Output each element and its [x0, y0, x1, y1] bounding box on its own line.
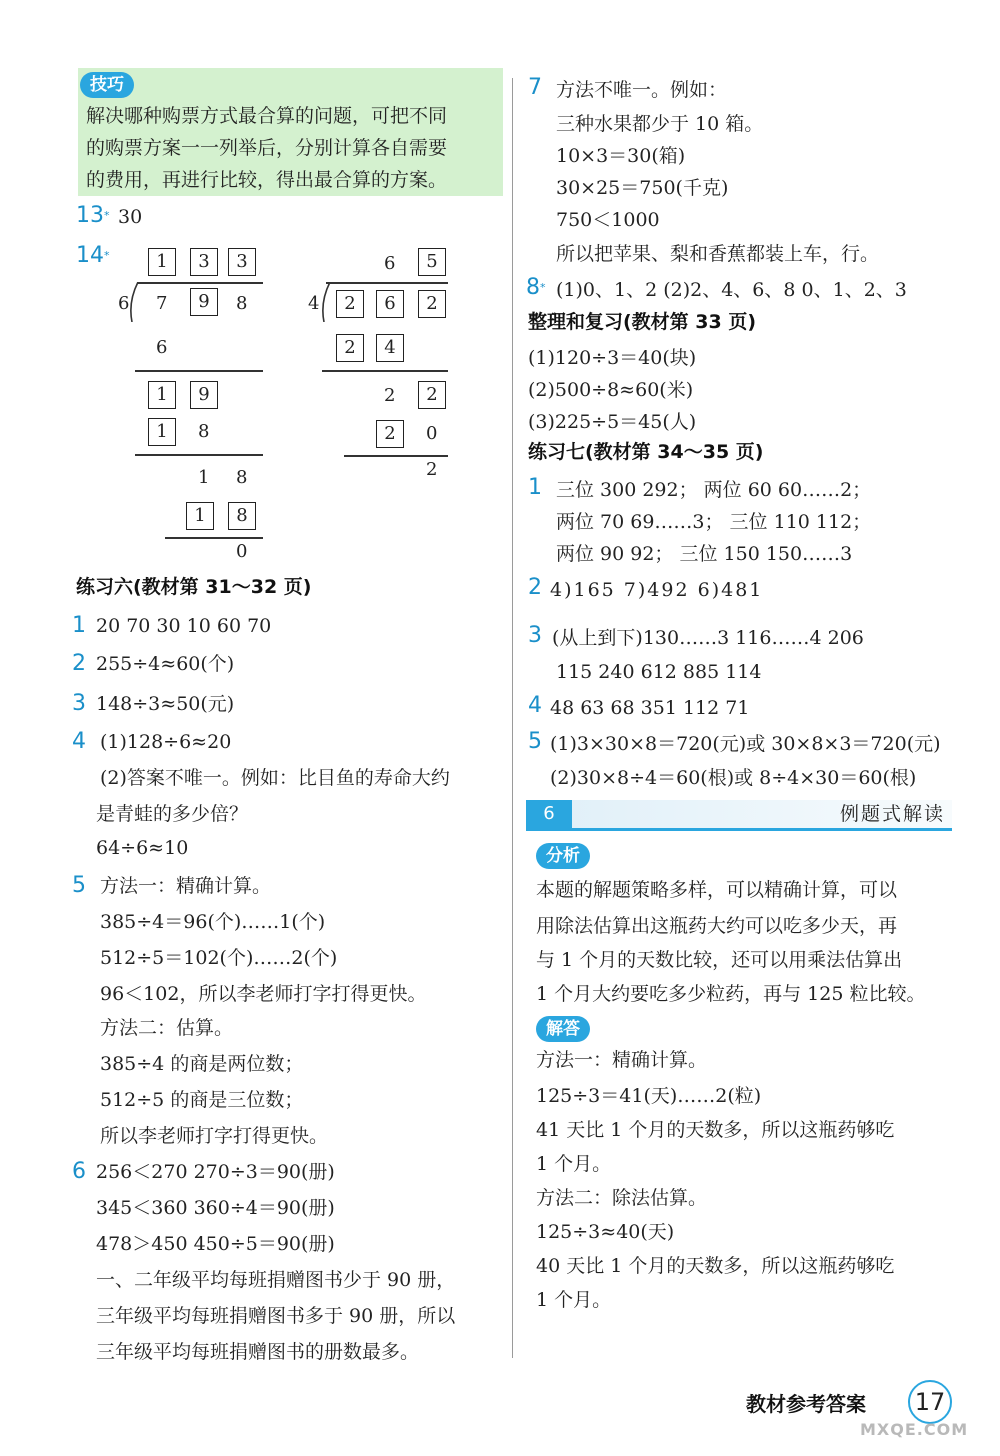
answer-line: 方法不唯一。例如：	[556, 79, 728, 101]
step-digit: 0	[426, 423, 438, 444]
tip-line: 的购票方案一一列举后，分别计算各自需要	[86, 137, 448, 159]
analysis-line: 用除法估算出这瓶药大约可以吃多少天，再	[536, 915, 898, 937]
item-number: 7	[528, 75, 542, 100]
item-number: 4	[72, 729, 86, 754]
dividend-digit: 8	[236, 293, 248, 314]
column-divider	[512, 78, 513, 1358]
step-box: 2	[336, 334, 364, 362]
quotient-box: 3	[190, 248, 218, 276]
answer-line: (2)500÷8≈60(米)	[528, 379, 694, 401]
item-number: 6	[72, 1159, 86, 1184]
answer-line: 三种水果都少于 10 箱。	[556, 113, 764, 135]
answer-line: 一、二年级平均每班捐赠图书少于 90 册，	[96, 1269, 456, 1291]
answer-line: 345＜360 360÷4＝90(册)	[96, 1197, 335, 1219]
answer-line: (1)3×30×8＝720(元)或 30×8×3＝720(元)	[550, 733, 941, 755]
answer-line: 两位 70 69……3； 三位 110 112；	[556, 511, 872, 533]
example-number: 6	[526, 800, 572, 828]
step-box: 8	[228, 502, 256, 530]
dividend-digit: 7	[156, 293, 168, 314]
step-box: 2	[418, 381, 446, 409]
quotient-digit: 6	[384, 253, 396, 274]
tip-line: 解决哪种购票方式最合算的问题，可把不同	[86, 105, 448, 127]
example-label: 例题式解读	[840, 803, 946, 825]
remainder: 0	[236, 541, 248, 562]
divisor: 6	[118, 293, 130, 314]
answer-line: 三年级平均每班捐赠图书的册数最多。	[96, 1341, 420, 1363]
answer-line: 30×25＝750(千克)	[556, 177, 729, 199]
answer-line: (1)128÷6≈20	[100, 731, 232, 753]
watermark: MXQE.COM	[860, 1420, 969, 1439]
answer-line: 三年级平均每班捐赠图书多于 90 册，所以	[96, 1305, 456, 1327]
answer-line: 256＜270 270÷3＝90(册)	[96, 1161, 335, 1183]
item-number: 3	[528, 623, 542, 648]
answer-line: 64÷6≈10	[96, 837, 189, 859]
q14-number: 14*	[76, 243, 110, 268]
answer-line: 148÷3≈50(元)	[96, 693, 235, 715]
step-box: 4	[376, 334, 404, 362]
item-number: 1	[72, 613, 86, 638]
answer-line: 96＜102，所以李老师打字打得更快。	[100, 983, 427, 1005]
answer-line: (从上到下)130……3 116……4 206	[552, 627, 864, 649]
answer-line: 512÷5 的商是三位数；	[100, 1089, 304, 1111]
item-number: 5	[72, 873, 86, 898]
step-box: 2	[376, 420, 404, 448]
section-title: 练习六(教材第 31～32 页)	[76, 576, 312, 598]
dividend-box: 2	[418, 290, 446, 318]
tip-badge: 技巧	[80, 72, 134, 98]
item-number: 2	[528, 575, 542, 600]
item-number: 8*	[526, 275, 546, 300]
page-number: 17	[908, 1380, 952, 1424]
step-digit: 1	[198, 467, 210, 488]
analysis-line: 与 1 个月的天数比较，还可以用乘法估算出	[536, 949, 903, 971]
step-digit: 2	[384, 385, 396, 406]
answer-line: 478＞450 450÷5＝90(册)	[96, 1233, 335, 1255]
q13-answer: 30	[118, 206, 143, 228]
dividend-box: 2	[336, 290, 364, 318]
answer-line: 385÷4＝96(个)……1(个)	[100, 911, 326, 933]
answer-line: 20 70 30 10 60 70	[96, 615, 272, 637]
answer-line: 512÷5＝102(个)……2(个)	[100, 947, 338, 969]
answer-line: 所以李老师打字打得更快。	[100, 1125, 329, 1147]
answer-line: (2)30×8÷4＝60(根)或 8÷4×30＝60(根)	[550, 767, 917, 789]
tip-line: 的费用，再进行比较，得出最合算的方案。	[86, 169, 448, 191]
answer-badge: 解答	[536, 1016, 590, 1042]
solution-line: 40 天比 1 个月的天数多，所以这瓶药够吃	[536, 1255, 895, 1277]
quotient-box: 5	[418, 248, 446, 276]
answer-line: 方法二：估算。	[100, 1017, 234, 1039]
solution-line: 41 天比 1 个月的天数多，所以这瓶药够吃	[536, 1119, 895, 1141]
answer-line: 4)165 7)492 6)481	[550, 579, 764, 601]
step-digit: 8	[198, 421, 210, 442]
section-title: 练习七(教材第 34～35 页)	[528, 441, 764, 463]
solution-line: 125÷3≈40(天)	[536, 1221, 675, 1243]
division-bracket	[320, 282, 334, 322]
solution-line: 1 个月。	[536, 1153, 612, 1175]
divisor: 4	[308, 293, 320, 314]
remainder: 2	[426, 459, 438, 480]
analysis-line: 1 个月大约要吃多少粒药，再与 125 粒比较。	[536, 983, 926, 1005]
answer-line: (1)120÷3＝40(块)	[528, 347, 697, 369]
analysis-line: 本题的解题策略多样，可以精确计算，可以	[536, 879, 898, 901]
quotient-box: 1	[148, 248, 176, 276]
answer-line: 方法一：精确计算。	[100, 875, 272, 897]
item-number: 5	[528, 729, 542, 754]
solution-line: 1 个月。	[536, 1289, 612, 1311]
answer-line: 所以把苹果、梨和香蕉都装上车，行。	[556, 243, 880, 265]
step-box: 1	[186, 502, 214, 530]
answer-line: (1)0、1、2 (2)2、4、6、8 0、1、2、3	[556, 279, 907, 301]
footer-label: 教材参考答案	[746, 1392, 866, 1416]
q13-number: 13*	[76, 203, 110, 228]
quotient-box: 3	[228, 248, 256, 276]
step-box: 9	[190, 381, 218, 409]
answer-line: 750＜1000	[556, 209, 660, 231]
step-digit: 8	[236, 467, 248, 488]
answer-line: (2)答案不唯一。例如：比目鱼的寿命大约	[100, 767, 450, 789]
answer-line: 10×3＝30(箱)	[556, 145, 686, 167]
item-number: 4	[528, 693, 542, 718]
analysis-badge: 分析	[536, 843, 590, 869]
answer-line: 115 240 612 885 114	[556, 661, 762, 683]
step-box: 1	[148, 418, 176, 446]
answer-line: 385÷4 的商是两位数；	[100, 1053, 304, 1075]
step-box: 1	[148, 381, 176, 409]
solution-line: 方法一：精确计算。	[536, 1049, 708, 1071]
answer-line: 两位 90 92； 三位 150 150……3	[556, 543, 853, 565]
answer-line: 是青蛙的多少倍？	[96, 803, 249, 825]
section-title: 整理和复习(教材第 33 页)	[528, 311, 757, 333]
answer-line: 48 63 68 351 112 71	[550, 697, 750, 719]
item-number: 2	[72, 651, 86, 676]
dividend-box: 9	[190, 288, 218, 316]
item-number: 3	[72, 691, 86, 716]
answer-line: 三位 300 292； 两位 60 60……2；	[556, 479, 872, 501]
banner-rule	[526, 828, 952, 831]
solution-line: 125÷3＝41(天)……2(粒)	[536, 1085, 762, 1107]
step-digit: 6	[156, 337, 168, 358]
answer-line: 255÷4≈60(个)	[96, 653, 235, 675]
answer-line: (3)225÷5＝45(人)	[528, 411, 697, 433]
dividend-box: 6	[376, 290, 404, 318]
solution-line: 方法二：除法估算。	[536, 1187, 708, 1209]
item-number: 1	[528, 475, 542, 500]
